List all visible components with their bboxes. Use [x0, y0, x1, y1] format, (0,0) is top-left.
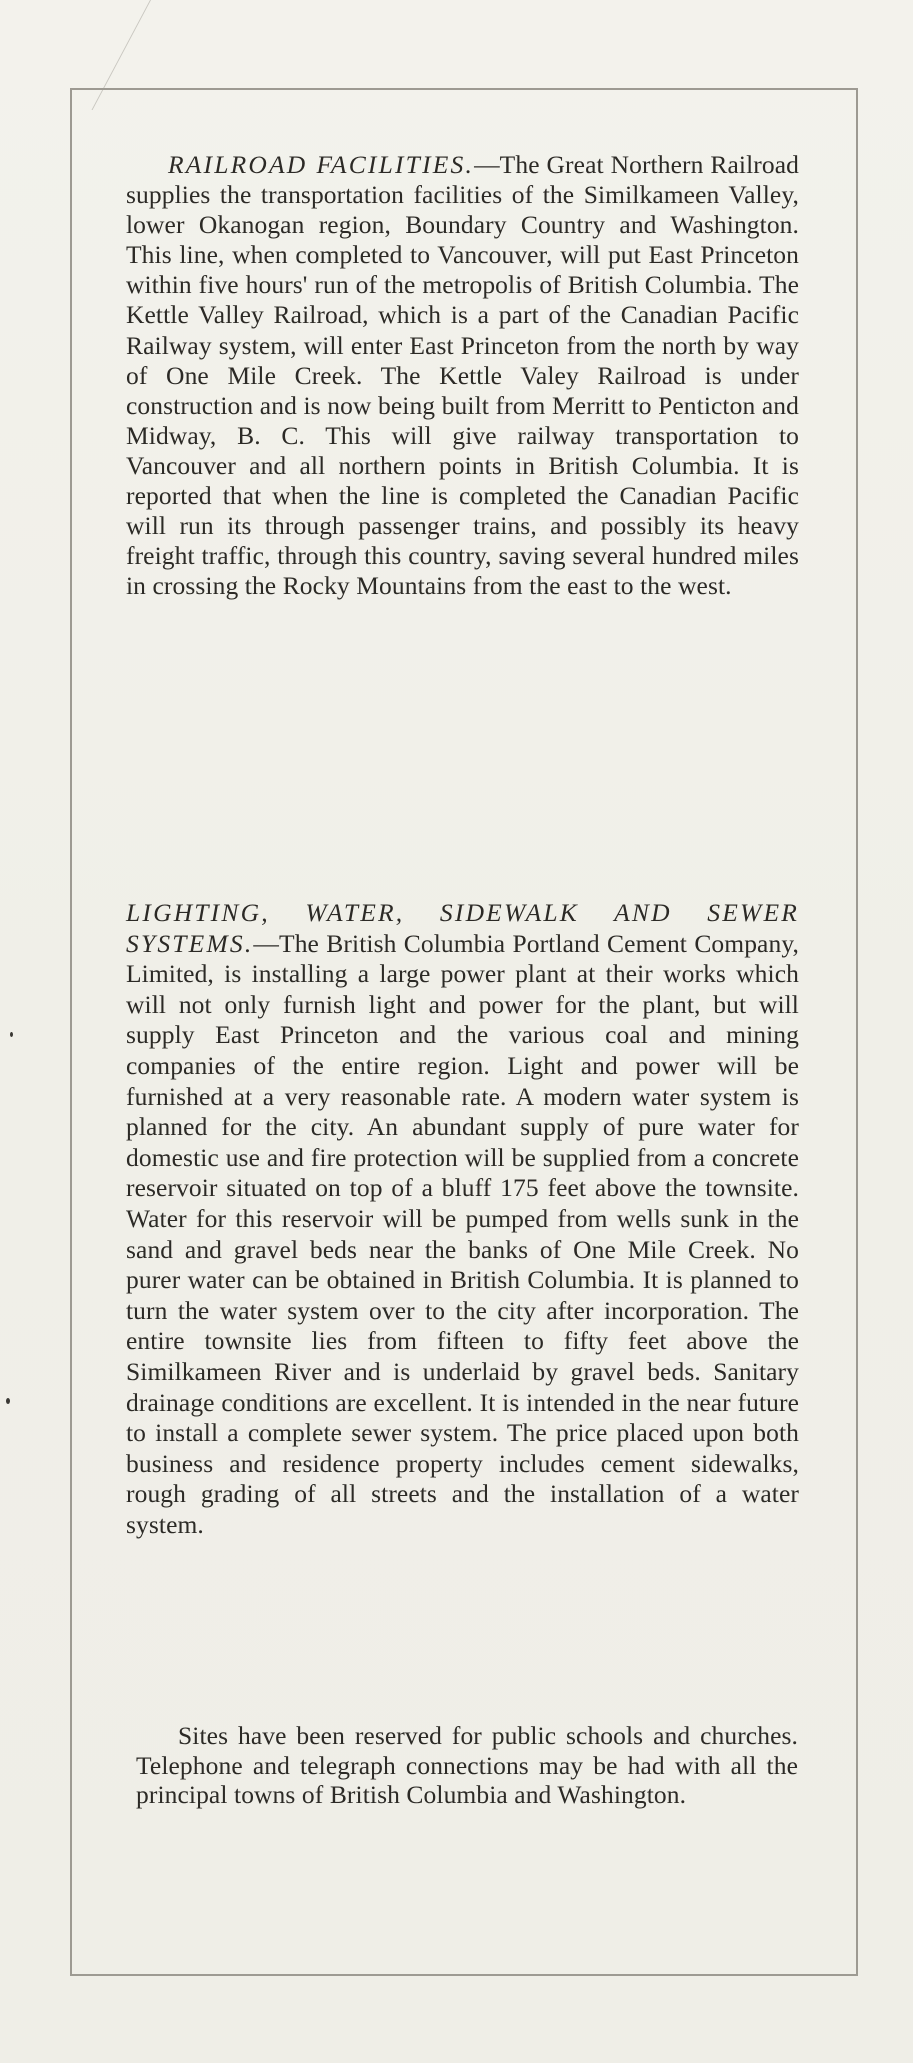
utilities-section	[126, 898, 799, 1540]
railroad-facilities-heading: RAILROAD FACILITIES.	[168, 150, 475, 179]
utilities-paragraph	[126, 898, 799, 1540]
schools-paragraph	[136, 1721, 798, 1810]
schools-body: Sites have been reserved for public schools and churches. Telephone and telegraph connections may be had with all the principal towns of British Columbia and Washington.	[136, 1721, 798, 1809]
speck	[6, 1398, 10, 1404]
railroad-facilities-body: —The Great Northern Railroad supplies the transportation facilities of the Similkameen Valley, lower Okanogan region, Boundary Country and Washington. This line, when completed to Vancouver, will put East Princeton within five hours' run of the metropolis of British Columbia. The Kettle Valley Railroad, which is a part of the Canadian Pacific Railway system, will enter East Princeton from the north by way of One Mile Creek. The Kettle Valey Railroad is under construction and is now being built from Merritt to Penticton and Midway, B. C. This will give railway transportation to Vancouver and all northern points in British Columbia. It is reported that when the line is completed the Canadian Pacific will run its through passenger trains, and possibly its heavy freight traffic, through this country, saving several hundred miles in crossing the Rocky Mountains from the east to the west.	[126, 150, 799, 601]
railroad-facilities-section	[126, 150, 799, 601]
utilities-heading: LIGHTING, WATER, SIDEWALK AND SEWER SYSTEMS.	[126, 898, 799, 958]
utilities-body: —The British Columbia Portland Cement Company, Limited, is installing a large power plant at their works which will not only furnish light and power for the plant, but will supply East Princeton and the various coal and mining companies of the entire region. Light and power will be furnished at a very reasonable rate. A modern water system is planned for the city. An abundant supply of pure water for domestic use and fire protection will be supplied from a concrete reservoir situated on top of a bluff 175 feet above the townsite. Water for this reservoir will be pumped from wells sunk in the sand and gravel beds near the banks of One Mile Creek. No purer water can be obtained in British Columbia. It is planned to turn the water system over to the city after incorporation. The entire townsite lies from fifteen to fifty feet above the Similkameen River and is underlaid by gravel beds. Sanitary drainage conditions are excellent. It is intended in the near future to install a complete sewer system. The price placed upon both business and residence property includes cement sidewalks, rough grading of all streets and the installation of a water system.	[126, 928, 799, 1539]
railroad-facilities-paragraph	[126, 150, 799, 601]
schools-section	[136, 1721, 798, 1810]
speck	[10, 1032, 13, 1037]
